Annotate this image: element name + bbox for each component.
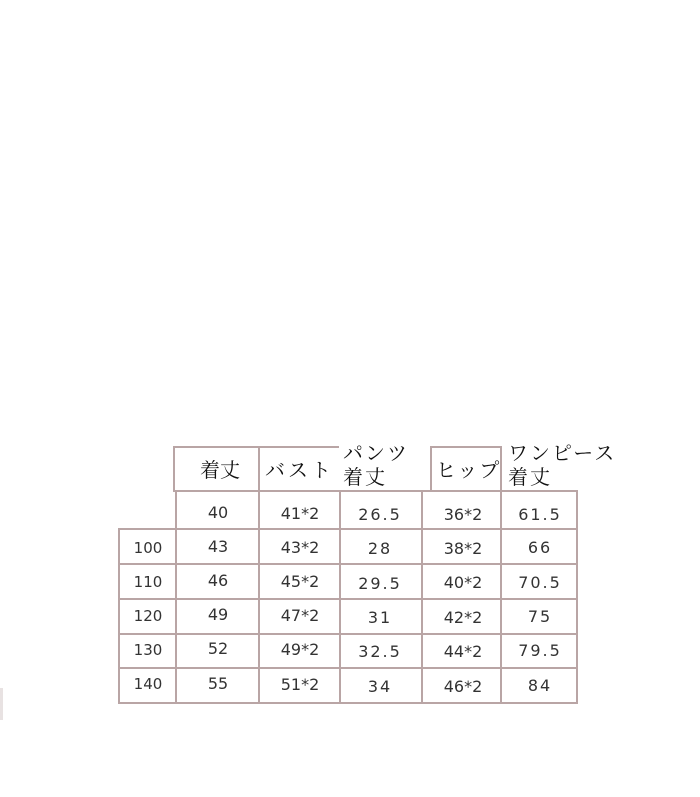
cell-hip: 44*2: [443, 642, 483, 661]
col-rule: [500, 490, 502, 704]
col-rule: [175, 490, 177, 704]
cell-dress-length: 84: [527, 676, 553, 695]
col-rule: [258, 490, 260, 704]
cell-hip: 40*2: [443, 573, 483, 592]
row-label: 130: [133, 641, 163, 659]
row-rule: [173, 490, 578, 492]
cell-pants-length: 29.5: [358, 574, 402, 593]
header-top-rule-left: [173, 446, 339, 448]
cell-bust: 45*2: [280, 572, 320, 591]
header-bust: バスト: [265, 458, 334, 482]
cell-pants-length: 28: [367, 539, 393, 558]
cell-hip: 42*2: [443, 608, 483, 627]
cell-bust: 51*2: [280, 675, 320, 694]
row-rule: [118, 633, 578, 635]
col-rule: [421, 490, 423, 704]
cell-hip: 36*2: [443, 505, 483, 524]
cell-pants-length: 34: [367, 677, 393, 696]
col-rule: [576, 490, 578, 704]
cell-length: 52: [207, 639, 229, 658]
cell-pants-length: 32.5: [358, 642, 402, 661]
cell-bust: 49*2: [280, 640, 320, 659]
cell-bust: 47*2: [280, 606, 320, 625]
header-divider: [173, 446, 175, 492]
cell-length: 49: [207, 605, 229, 624]
cell-length: 40: [207, 503, 229, 522]
cell-pants-length: 26.5: [358, 505, 402, 524]
cell-length: 55: [207, 674, 229, 693]
cell-hip: 46*2: [443, 677, 483, 696]
cell-pants-length: 31: [367, 608, 393, 627]
header-hip: ヒップ: [436, 458, 502, 482]
header-pants-length: パンツ 着丈: [343, 441, 409, 489]
row-rule: [118, 563, 578, 565]
cell-dress-length: 75: [527, 607, 553, 626]
cell-dress-length: 70.5: [518, 573, 562, 592]
row-rule: [118, 528, 578, 530]
cell-dress-length: 66: [527, 538, 553, 557]
row-label: 110: [133, 573, 163, 591]
row-label: 120: [133, 607, 163, 625]
header-dress-length: ワンピース 着丈: [508, 441, 617, 489]
col-rule: [339, 490, 341, 704]
cell-bust: 43*2: [280, 538, 320, 557]
row-rule: [118, 598, 578, 600]
header-divider: [430, 446, 432, 492]
cell-dress-length: 79.5: [518, 641, 562, 660]
header-length: 着丈: [200, 458, 240, 482]
cell-hip: 38*2: [443, 539, 483, 558]
row-label: 100: [133, 539, 163, 557]
header-top-rule-right: [430, 446, 502, 448]
row-label: 140: [133, 675, 163, 693]
header-divider: [258, 446, 260, 492]
cell-dress-length: 61.5: [518, 505, 562, 524]
edge-artifact: [0, 688, 3, 720]
row-rule: [118, 667, 578, 669]
cell-bust: 41*2: [280, 504, 320, 523]
row-rule: [118, 702, 578, 704]
cell-length: 46: [207, 571, 229, 590]
cell-length: 43: [207, 537, 229, 556]
